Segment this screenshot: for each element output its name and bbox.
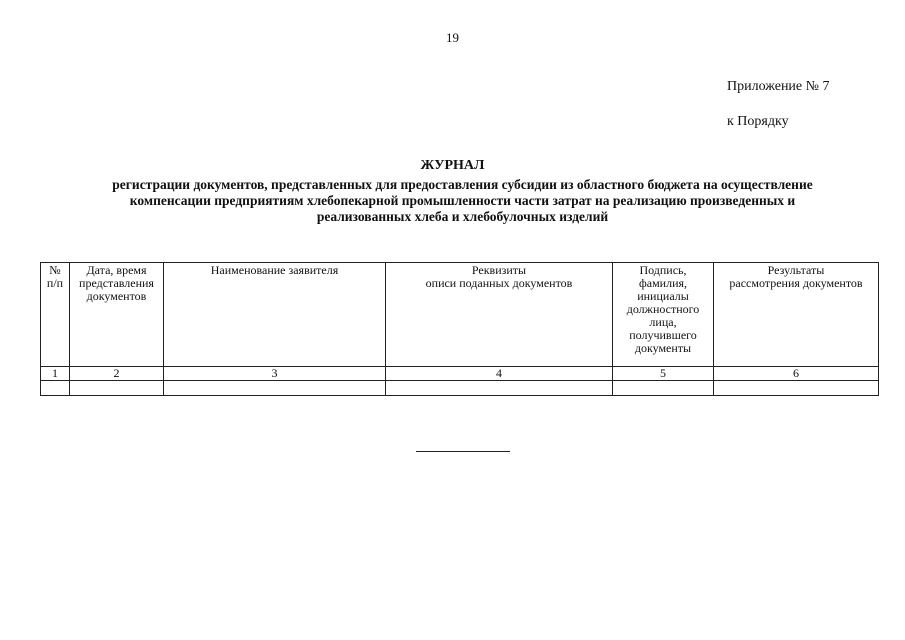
column-number: 1 — [41, 367, 70, 381]
header-line: описи поданных документов — [425, 276, 573, 290]
subtitle-line: компенсации предприятиям хлебопекарной промышленности части затрат на реализацию произведенных и — [129, 193, 796, 208]
header-line: документов — [86, 289, 147, 303]
table-row — [41, 381, 879, 396]
appendix-order-ref: к Порядку — [727, 114, 789, 129]
column-number: 5 — [613, 367, 714, 381]
header-line: Наименование заявителя — [210, 263, 339, 277]
header-line: фамилия, — [638, 276, 688, 290]
table-cell — [41, 381, 70, 396]
column-number: 6 — [714, 367, 879, 381]
column-number: 2 — [70, 367, 164, 381]
table-header-row — [41, 263, 879, 367]
header-line: п/п — [46, 276, 64, 290]
header-line: документы — [634, 341, 692, 355]
page-number: 19 — [446, 30, 459, 45]
header-line: рассмотрения документов — [729, 276, 863, 290]
table-cell — [70, 381, 164, 396]
footer-divider — [416, 451, 510, 452]
column-number: 3 — [164, 367, 386, 381]
document-title: ЖУРНАЛ — [420, 158, 485, 173]
header-line: лица, — [649, 315, 677, 329]
table-cell — [164, 381, 386, 396]
header-line: представления — [79, 276, 154, 290]
column-number-row — [41, 367, 879, 381]
header-line: Подпись, — [639, 263, 687, 277]
column-header-applicant — [164, 263, 386, 367]
header-line: должностного — [626, 302, 700, 316]
column-header-date — [70, 263, 164, 367]
column-header-signature — [613, 263, 714, 367]
subtitle-line: реализованных хлеба и хлебобулочных изделий — [316, 209, 609, 224]
table-cell — [386, 381, 613, 396]
header-line: Дата, время — [86, 263, 147, 277]
header-line: получившего — [629, 328, 697, 342]
subtitle-line: регистрации документов, представленных для предоставления субсидии из областного бюджета на осуществление — [112, 177, 813, 192]
header-line: № — [49, 263, 61, 277]
header-line: Результаты — [767, 263, 825, 277]
column-header-results — [714, 263, 879, 367]
table-cell — [613, 381, 714, 396]
document-subtitle — [60, 177, 865, 225]
appendix-label: Приложение № 7 — [727, 79, 830, 94]
column-header-inventory — [386, 263, 613, 367]
header-line: Реквизиты — [471, 263, 527, 277]
table-cell — [714, 381, 879, 396]
header-line: инициалы — [637, 289, 689, 303]
column-header-number — [41, 263, 70, 367]
column-number: 4 — [386, 367, 613, 381]
registration-journal-table — [40, 262, 879, 396]
